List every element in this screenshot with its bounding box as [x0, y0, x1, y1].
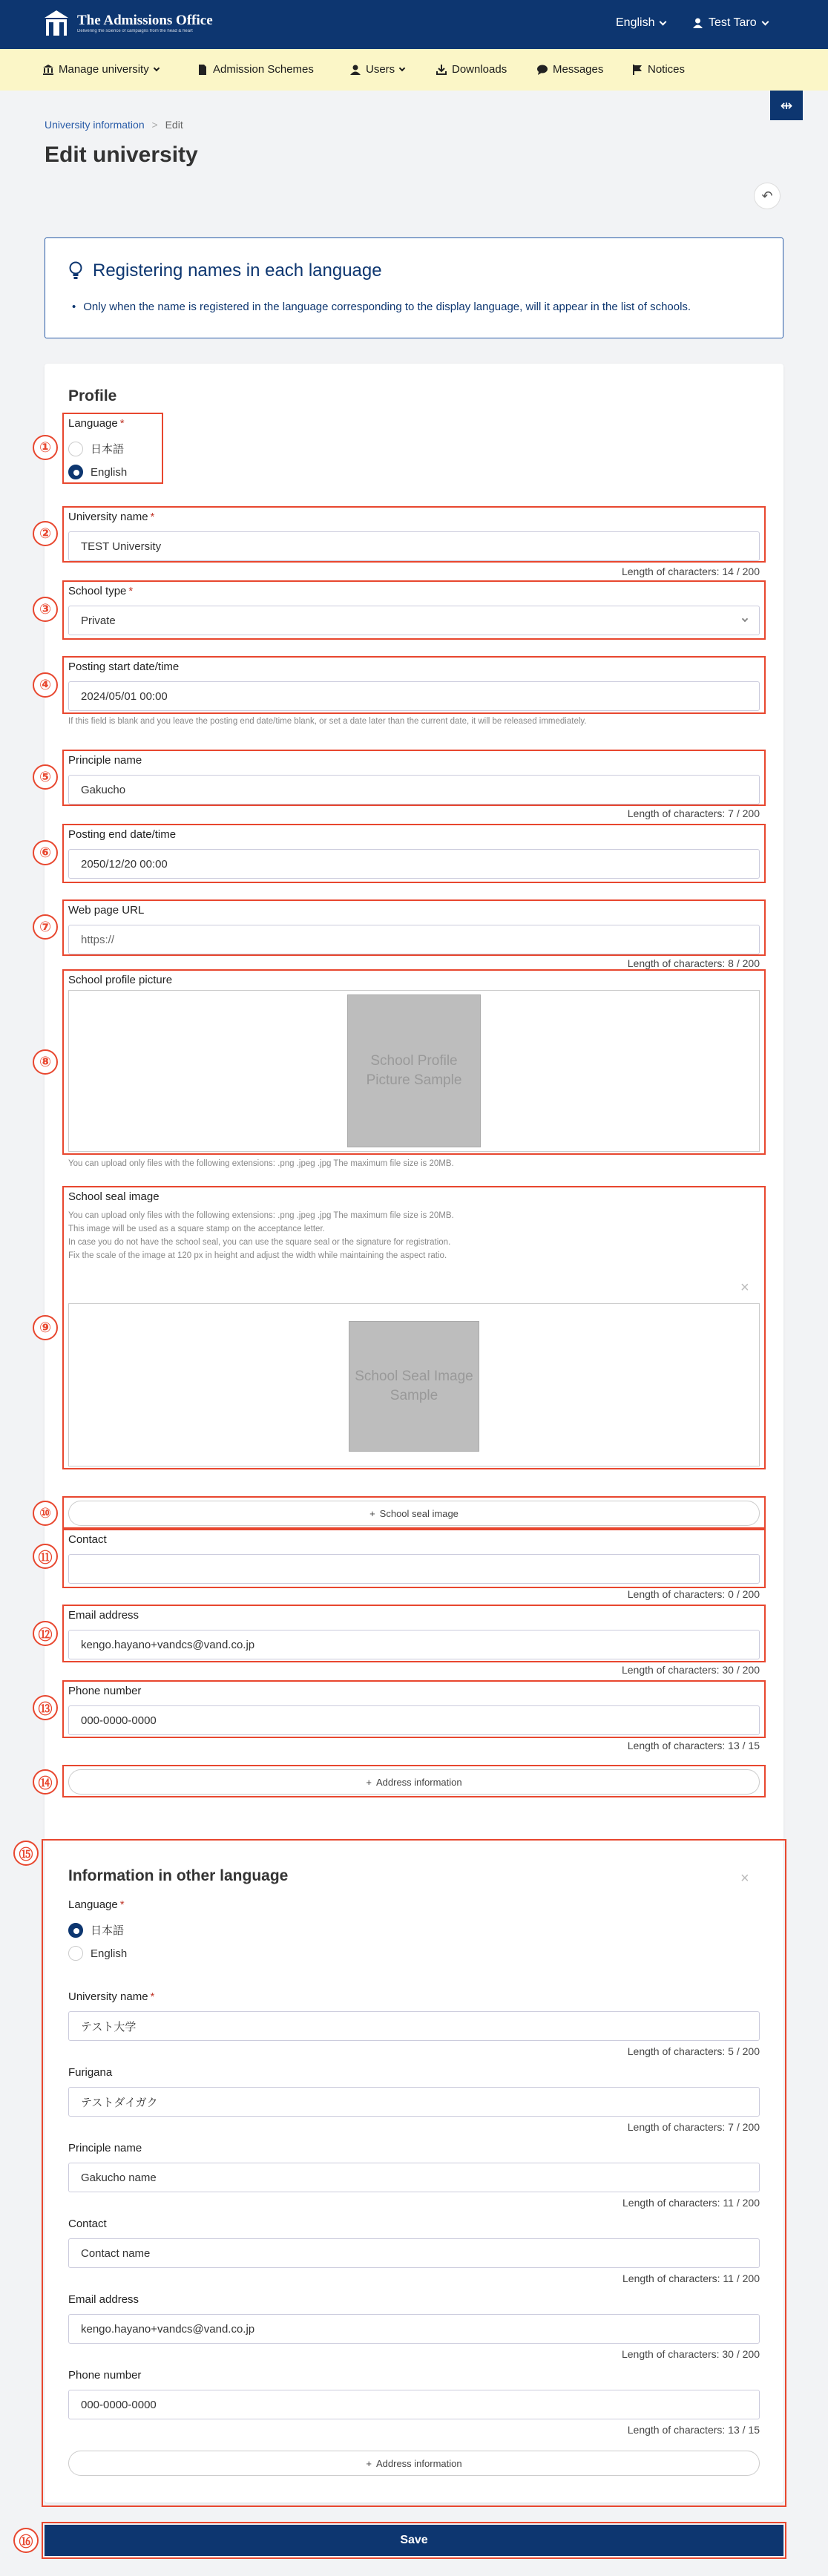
required-mark: * [150, 511, 155, 523]
expand-width-toggle[interactable] [770, 91, 803, 120]
other-principle-label: Principle name [68, 2142, 142, 2154]
language-label: English [616, 16, 655, 29]
plus-icon: + [366, 2457, 372, 2469]
annotation-frame-8 [62, 969, 766, 1155]
label-text: University name [68, 511, 148, 523]
furigana-input[interactable]: テストダイガク [68, 2087, 760, 2117]
info-box [45, 237, 783, 338]
other-contact-input[interactable]: Contact name [68, 2238, 760, 2268]
other-email-input[interactable]: kengo.hayano+vandcs@vand.co.jp [68, 2314, 760, 2344]
chat-icon [537, 65, 548, 75]
posting-start-input[interactable]: 2024/05/01 00:00 [68, 681, 760, 711]
brand-subtitle: Delivering the science of campaigns from the head & heart [77, 29, 193, 33]
profile-picture-sample: School Profile Picture Sample [347, 994, 481, 1147]
flag-icon [632, 65, 643, 75]
back-button[interactable] [754, 183, 781, 209]
posting-end-input[interactable]: 2050/12/20 00:00 [68, 849, 760, 879]
annotation-frame-5 [62, 750, 766, 806]
profile-title: Profile [68, 387, 117, 404]
annotation-frame-1 [62, 413, 163, 484]
other-contact-label: Contact [68, 2218, 107, 2230]
seal-hint-4: Fix the scale of the image at 120 px in height and adjust the width while maintaining the aspect ratio. [68, 1251, 447, 1260]
annotation-badge-12: ⑫ [33, 1621, 58, 1646]
undo-icon: ↶ [761, 188, 773, 203]
other-phone-label: Phone number [68, 2369, 142, 2382]
chevron-down-icon [153, 65, 159, 71]
language-label-text: Language [68, 417, 118, 430]
chevron-down-icon [399, 65, 405, 71]
radio-label: English [91, 1947, 128, 1960]
seal-hint-2: This image will be used as a square stamp on the acceptance letter. [68, 1225, 325, 1233]
chevron-down-icon [660, 18, 667, 25]
user-icon [693, 18, 703, 28]
principle-name-label: Principle name [68, 754, 142, 767]
posting-start-hint: If this field is blank and you leave the posting end date/time blank, or set a date later than the current date, it will be released immediately. [68, 717, 587, 726]
plus-icon: + [369, 1507, 375, 1519]
arrows-horizontal-icon: ⇹ [780, 97, 793, 114]
annotation-frame-12 [62, 1605, 766, 1662]
label-text: Language [68, 1898, 118, 1911]
other-principle-counter: Length of characters: 11 / 200 [622, 2197, 760, 2209]
annotation-frame-13 [62, 1680, 766, 1738]
button-label: School seal image [379, 1507, 459, 1519]
annotation-badge-9: ⑨ [33, 1315, 58, 1340]
seal-image-label: School seal image [68, 1190, 160, 1203]
chevron-down-icon [761, 18, 769, 25]
nav-label: Notices [648, 63, 686, 76]
other-phone-input[interactable]: 000-0000-0000 [68, 2390, 760, 2419]
annotation-frame-11 [62, 1529, 766, 1588]
furigana-label: Furigana [68, 2066, 113, 2079]
annotation-badge-14: ⑭ [33, 1769, 58, 1795]
phone-input[interactable]: 000-0000-0000 [68, 1705, 760, 1735]
annotation-frame-4 [62, 656, 766, 714]
nav-users[interactable] [350, 63, 404, 76]
user-menu[interactable] [693, 16, 768, 30]
other-email-counter: Length of characters: 30 / 200 [621, 2348, 760, 2360]
email-input[interactable]: kengo.hayano+vandcs@vand.co.jp [68, 1630, 760, 1659]
other-contact-counter: Length of characters: 11 / 200 [622, 2272, 760, 2284]
breadcrumb [45, 119, 183, 131]
breadcrumb-university-info[interactable]: University information [45, 119, 145, 131]
required-mark: * [119, 417, 125, 430]
annotation-badge-7: ⑦ [33, 914, 58, 940]
annotation-badge-8: ⑧ [33, 1049, 58, 1075]
main-nav [0, 49, 828, 91]
profile-picture-label: School profile picture [68, 974, 173, 986]
user-icon [350, 65, 361, 75]
email-label: Email address [68, 1609, 139, 1622]
label-text: University name [68, 1990, 148, 2003]
nav-label: Admission Schemes [213, 63, 314, 76]
annotation-frame-2 [62, 506, 766, 563]
posting-start-label: Posting start date/time [68, 661, 180, 673]
annotation-badge-3: ③ [33, 597, 58, 622]
furigana-counter: Length of characters: 7 / 200 [627, 2121, 760, 2133]
required-mark: * [119, 1898, 125, 1911]
button-label: Address information [375, 2457, 462, 2469]
download-icon [436, 65, 447, 75]
brand-logo[interactable] [43, 9, 213, 39]
nav-messages[interactable] [537, 63, 603, 76]
info-title: Registering names in each language [93, 260, 382, 281]
seal-image-sample: School Seal Image Sample [349, 1321, 479, 1452]
button-label: Address information [375, 1776, 462, 1788]
nav-manage-university[interactable] [43, 63, 159, 76]
annotation-badge-4: ④ [33, 672, 58, 698]
email-counter: Length of characters: 30 / 200 [621, 1664, 760, 1676]
university-icon [43, 65, 53, 75]
university-name-input[interactable]: TEST University [68, 531, 760, 561]
info-title-row [69, 260, 382, 281]
nav-downloads[interactable] [436, 63, 507, 76]
seal-hint-3: In case you do not have the school seal, you can use the square seal or the signature for registration. [68, 1238, 451, 1247]
breadcrumb-current: Edit [165, 119, 183, 131]
annotation-frame-10 [62, 1496, 766, 1529]
building-logo-icon [43, 9, 70, 39]
other-principle-input[interactable]: Gakucho name [68, 2163, 760, 2192]
annotation-badge-2: ② [33, 521, 58, 546]
close-icon[interactable]: × [740, 1870, 749, 1887]
other-language-title: Information in other language [68, 1867, 289, 1884]
annotation-badge-13: ⑬ [33, 1695, 58, 1720]
annotation-badge-5: ⑤ [33, 764, 58, 790]
university-name-counter: Length of characters: 14 / 200 [621, 566, 760, 577]
annotation-frame-6 [62, 824, 766, 883]
web-url-counter: Length of characters: 8 / 200 [627, 957, 760, 969]
school-type-value: Private [81, 614, 116, 627]
page-title: Edit university [45, 142, 198, 167]
annotation-frame-7 [62, 899, 766, 956]
nav-label: Messages [553, 63, 604, 76]
annotation-badge-10: ⑩ [33, 1501, 58, 1526]
radio-label: 日本語 [91, 443, 125, 456]
other-university-name-input[interactable]: テスト大学 [68, 2011, 760, 2041]
top-header [0, 0, 828, 49]
annotation-badge-16: ⑯ [13, 2528, 39, 2553]
save-button[interactable]: Save [45, 2525, 783, 2556]
radio-label: 日本語 [91, 1924, 125, 1937]
required-mark: * [150, 1990, 155, 2003]
posting-end-label: Posting end date/time [68, 828, 177, 841]
principle-name-counter: Length of characters: 7 / 200 [627, 807, 760, 819]
annotation-frame-16 [42, 2522, 786, 2559]
principle-name-input[interactable]: Gakucho [68, 775, 760, 804]
info-text: • Only when the name is registered in the language corresponding to the display language, will it appear in the list of schools. [72, 301, 691, 313]
annotation-frame-3 [62, 580, 766, 640]
phone-counter: Length of characters: 13 / 15 [627, 1740, 760, 1751]
web-url-label: Web page URL [68, 904, 145, 917]
profile-picture-hint: You can upload only files with the following extensions: .png .jpeg .jpg The maximum file size is 20MB. [68, 1159, 454, 1168]
annotation-badge-15: ⑮ [13, 1841, 39, 1866]
annotation-badge-11: ⑪ [33, 1544, 58, 1569]
contact-counter: Length of characters: 0 / 200 [627, 1588, 760, 1600]
other-university-name-counter: Length of characters: 5 / 200 [627, 2045, 760, 2057]
annotation-frame-9 [62, 1186, 766, 1469]
annotation-frame-14 [62, 1765, 766, 1797]
lightbulb-icon [69, 261, 82, 281]
contact-label: Contact [68, 1533, 107, 1546]
label-text: School type [68, 585, 127, 597]
document-icon [197, 65, 208, 75]
other-email-label: Email address [68, 2293, 139, 2306]
nav-notices[interactable] [632, 63, 685, 76]
other-phone-counter: Length of characters: 13 / 15 [627, 2424, 760, 2436]
nav-label: Downloads [452, 63, 507, 76]
plus-icon: + [366, 1776, 372, 1788]
annotation-frame-15 [42, 1839, 786, 2507]
breadcrumb-separator: > [151, 119, 158, 131]
annotation-badge-1: ① [33, 435, 58, 460]
seal-hint-1: You can upload only files with the following extensions: .png .jpeg .jpg The maximum file size is 20MB. [68, 1211, 454, 1220]
phone-label: Phone number [68, 1685, 142, 1697]
web-url-input[interactable]: https:// [68, 925, 760, 954]
nav-label: Manage university [59, 63, 149, 76]
nav-label: Users [366, 63, 395, 76]
language-switcher[interactable] [616, 16, 666, 30]
user-name: Test Taro [709, 16, 757, 29]
radio-label: English [91, 465, 128, 479]
close-icon[interactable]: × [740, 1279, 749, 1296]
nav-admission-schemes[interactable] [197, 63, 314, 76]
required-mark: * [128, 585, 134, 597]
brand-title: The Admissions Office [77, 13, 213, 28]
annotation-badge-6: ⑥ [33, 840, 58, 865]
